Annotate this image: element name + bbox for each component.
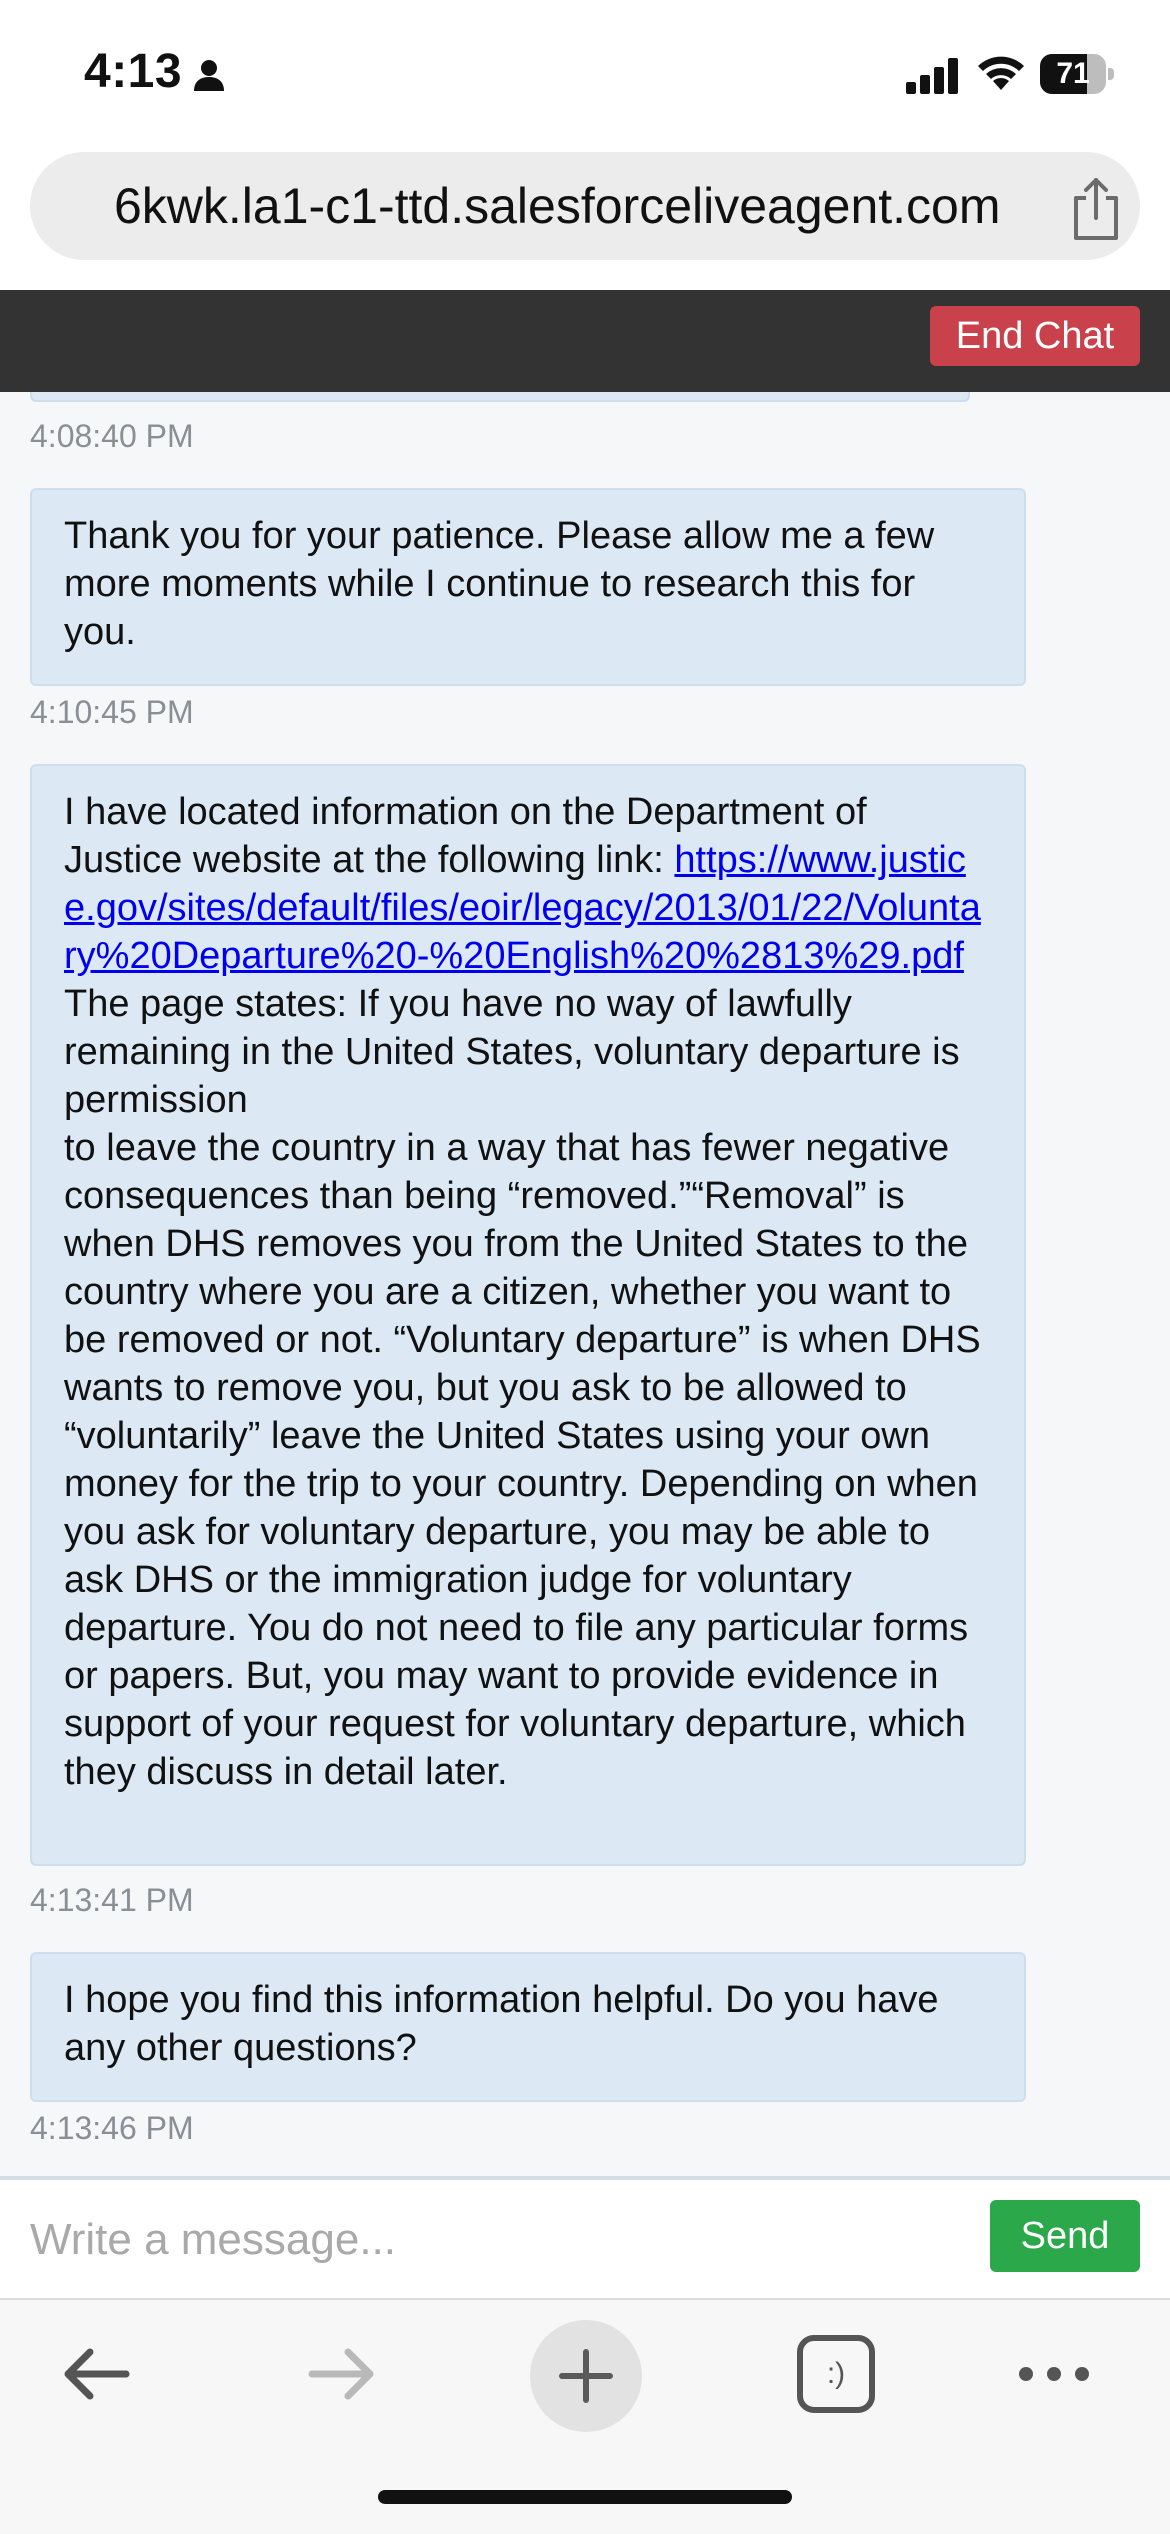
end-chat-button[interactable]: End Chat bbox=[930, 306, 1140, 366]
message-text: I hope you find this information helpful. Do you have any other questions? bbox=[64, 1979, 950, 2069]
home-indicator bbox=[378, 2490, 792, 2504]
person-icon bbox=[192, 58, 226, 92]
message-text: Thank you for your patience. Please allow me a few more moments while I continue to research this for you. bbox=[64, 515, 945, 653]
url-text[interactable]: 6kwk.la1-c1-ttd.salesforceliveagent.com bbox=[114, 178, 1001, 234]
message-timestamp: 4:13:46 PM bbox=[30, 2110, 194, 2146]
status-time: 4:13 bbox=[84, 45, 183, 98]
share-icon[interactable] bbox=[1064, 174, 1128, 244]
message-bubble bbox=[30, 488, 1026, 686]
wifi-icon bbox=[976, 54, 1026, 92]
message-text: The page states: If you have no way of lawfully remaining in the United States, voluntary departure is permission to leave the country in a way that has fewer negative consequences than being “removed.”“Removal” is when DHS removes you from the United States to the country where you are a citizen, whether you want to be removed or not. “Voluntary departure” is when DHS wants to remove you, but you ask to be allowed to “voluntarily” leave the United States using your own money for the trip to your country. Depending on when you ask for voluntary departure, you may be able to ask DHS or the immigration judge for voluntary departure. You do not need to file any particular forms or papers. But, you may want to provide evidence in support of your request for voluntary departure, which they discuss in detail later. bbox=[64, 983, 981, 1793]
message-bubble-partial bbox=[30, 392, 970, 402]
battery-level: 71 bbox=[1056, 57, 1090, 90]
more-icon[interactable] bbox=[1004, 2324, 1104, 2424]
forward-icon[interactable] bbox=[292, 2324, 392, 2424]
chat-header bbox=[0, 290, 1170, 392]
tabs-icon-label: :) bbox=[826, 2357, 846, 2390]
status-bar bbox=[0, 0, 1170, 150]
signal-icon bbox=[906, 58, 960, 94]
message-bubble bbox=[30, 1952, 1026, 2102]
message-bubble bbox=[30, 764, 1026, 1866]
message-timestamp: 4:08:40 PM bbox=[30, 418, 194, 454]
message-text: I have located information on the Department of Justice website at the following link: bbox=[64, 791, 878, 881]
new-tab-button[interactable] bbox=[530, 2320, 642, 2432]
chat-transcript[interactable] bbox=[0, 392, 1170, 2176]
plus-icon bbox=[556, 2346, 616, 2406]
message-timestamp: 4:10:45 PM bbox=[30, 694, 194, 730]
compose-area bbox=[0, 2176, 1170, 2300]
tabs-button[interactable] bbox=[786, 2324, 886, 2424]
message-input[interactable] bbox=[30, 2202, 970, 2278]
message-timestamp: 4:13:41 PM bbox=[30, 1882, 194, 1918]
back-icon[interactable] bbox=[46, 2324, 146, 2424]
send-button[interactable]: Send bbox=[990, 2200, 1140, 2272]
battery-indicator bbox=[1040, 54, 1112, 94]
address-bar[interactable] bbox=[30, 152, 1140, 260]
doj-link[interactable]: https://www.justice.gov/sites/default/files/eoir/legacy/2013/01/22/Voluntary%20Departure%20-%20English%20%2813%29.pdf bbox=[64, 839, 981, 977]
